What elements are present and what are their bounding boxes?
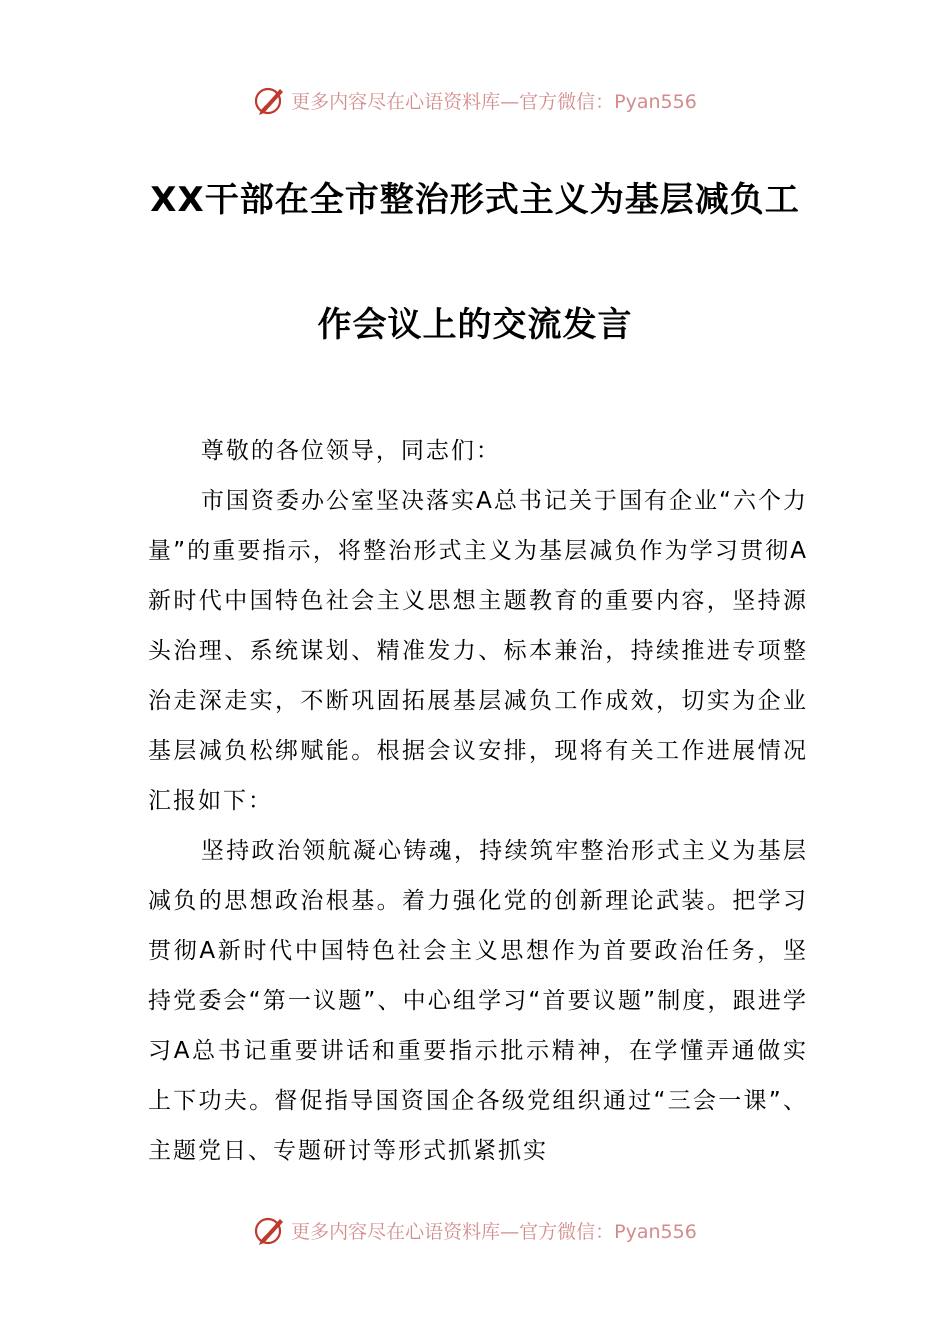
banner-text: 更多内容尽在心语资料库—官方微信：Pyan556 (291, 1220, 697, 1243)
paragraph-1: 市国资委办公室坚决落实A总书记关于国有企业“六个力量”的重要指示，将整治形式主义为基层减负作为学习贯彻A新时代中国特色社会主义思想主题教育的重要内容，坚持源头治理、系统谋划、精准发力、标本兼治，持续推进专项整治走深走实，不断巩固拓展基层减负工作成效，切实为企业基层减负松绑赋能。根据会议安排，现将有关工作进展情况汇报如下： (148, 488, 808, 814)
document-title-line-2: 作会议上的交流发言 (317, 305, 633, 345)
paragraph-2: 坚持政治领航凝心铸魂，持续筑牢整治形式主义为基层减负的思想政治根基。着力强化党的创新理论武装。把学习贯彻A新时代中国特色社会主义思想作为首要政治任务，坚持党委会“第一议题”、中心组学习“首要议题”制度，跟进学习A总书记重要讲话和重要指示批示精神，在学懂弄通做实上下功夫。督促指导国资国企各级党组织通过“三会一课”、主题党日、专题研讨等形式抓紧抓实 (148, 838, 808, 1164)
pen-logo-icon (253, 1213, 287, 1247)
footer-banner (0, 1210, 950, 1250)
document-title-line-1: XX干部在全市整治形式主义为基层减负工 (150, 180, 800, 220)
document-body (148, 426, 808, 1176)
salutation: 尊敬的各位领导，同志们： (200, 438, 501, 464)
header-banner (0, 80, 950, 120)
wechat-id: Pyan556 (614, 90, 697, 113)
banner-text: 更多内容尽在心语资料库—官方微信：Pyan556 (291, 90, 697, 113)
wechat-id: Pyan556 (614, 1220, 697, 1243)
pen-logo-icon (253, 83, 287, 117)
